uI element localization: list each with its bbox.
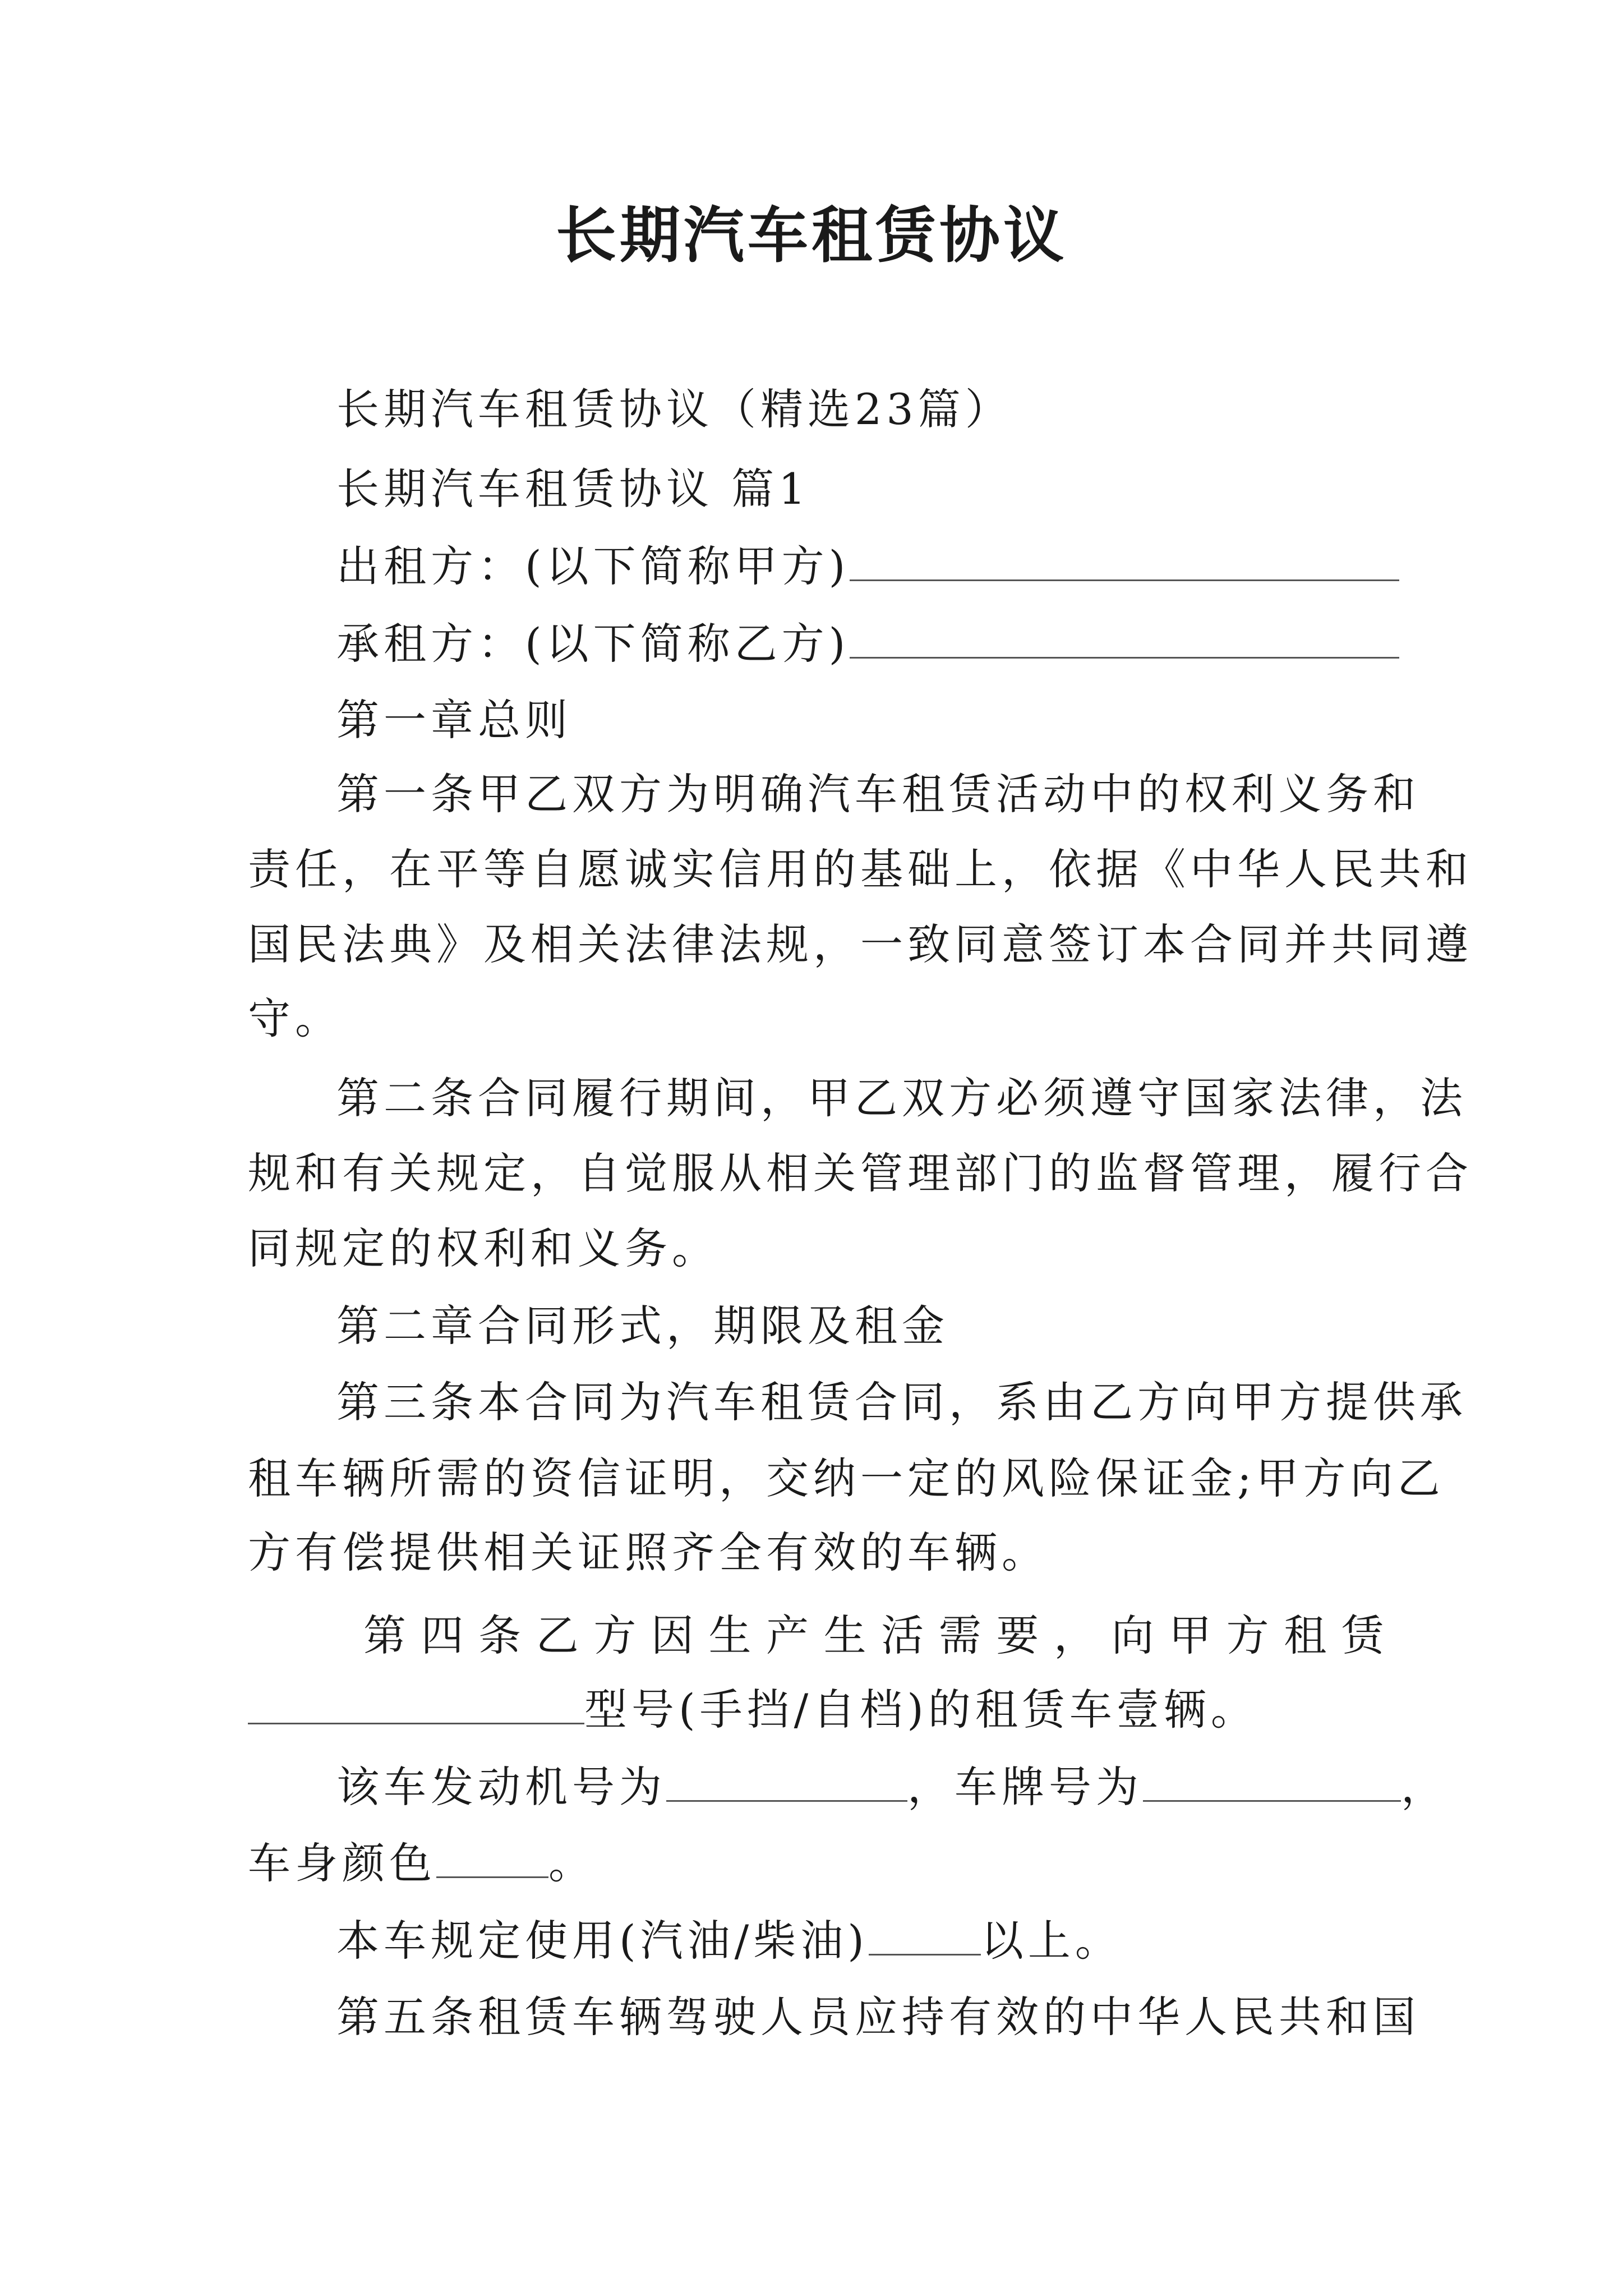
fuel-line <box>336 1913 1122 1969</box>
article-4-char: 条 <box>478 1611 522 1660</box>
article-4-line-2 <box>248 1682 1258 1738</box>
engine-line <box>336 1759 1448 1815</box>
fuel-blank <box>869 1948 981 1955</box>
fuel-end: 以上。 <box>980 1916 1122 1966</box>
color-label: 车身颜色 <box>248 1838 436 1888</box>
article-2-line-2: 规和有关规定，自觉服从相关管理部门的监督管理，履行合 <box>248 1148 1473 1198</box>
article-4-char: 活 <box>881 1611 924 1660</box>
section-heading: 长期汽车租赁协议 篇1 <box>336 464 810 514</box>
article-4-char: 生 <box>708 1611 751 1660</box>
engine-comma: ， <box>1401 1762 1448 1812</box>
article-4-char: 方 <box>593 1611 637 1660</box>
article-4-char: 要 <box>996 1611 1039 1660</box>
lessor-label: 出租方：(以下简称甲方) <box>336 541 850 591</box>
article-4-char: 因 <box>651 1611 694 1660</box>
article-1-line-3: 国民法典》及相关法律法规，一致同意签订本合同并共同遵 <box>248 919 1473 969</box>
article-4-char: 方 <box>1226 1611 1269 1660</box>
article-4-char: 产 <box>766 1611 809 1660</box>
article-4-char: 需 <box>938 1611 981 1660</box>
engine-number-blank <box>666 1795 907 1802</box>
fuel-label: 本车规定使用(汽油/柴油) <box>336 1916 869 1966</box>
vehicle-model-blank <box>248 1717 584 1724</box>
article-3-line-1: 第三条本合同为汽车租赁合同，系由乙方向甲方提供承 <box>336 1377 1467 1427</box>
article-4-char: 生 <box>823 1611 866 1660</box>
article-4-char: 赁 <box>1341 1611 1384 1660</box>
lessee-blank <box>850 651 1399 659</box>
color-blank <box>436 1871 548 1878</box>
plate-label: ，车牌号为 <box>907 1762 1143 1812</box>
article-2-line-1: 第二条合同履行期间，甲乙双方必须遵守国家法律，法 <box>336 1073 1467 1123</box>
chapter-1-heading: 第一章总则 <box>336 695 572 745</box>
engine-label: 该车发动机号为 <box>336 1762 666 1812</box>
subtitle-line: 长期汽车租赁协议（精选23篇） <box>336 384 1012 434</box>
color-end: 。 <box>548 1838 596 1888</box>
vehicle-model-text: 型号(手挡/自档)的租赁车壹辆。 <box>584 1685 1258 1734</box>
lessor-blank <box>850 574 1399 581</box>
article-3-line-3: 方有偿提供相关证照齐全有效的车辆。 <box>248 1527 1049 1577</box>
article-4-char: 甲 <box>1169 1611 1212 1660</box>
article-4-char: 第 <box>363 1611 406 1660</box>
chapter-2-heading: 第二章合同形式，期限及租金 <box>336 1301 949 1351</box>
article-5-line-1: 第五条租赁车辆驾驶人员应持有效的中华人民共和国 <box>336 1992 1420 2042</box>
article-3-line-2: 租车辆所需的资信证明，交纳一定的风险保证金;甲方向乙 <box>248 1453 1445 1503</box>
article-1-line-2: 责任，在平等自愿诚实信用的基础上，依据《中华人民共和 <box>248 844 1473 894</box>
lessee-line <box>336 616 1399 672</box>
plate-number-blank <box>1143 1795 1401 1802</box>
article-4-line-1 <box>363 1608 1384 1664</box>
lessor-line <box>336 539 1399 595</box>
article-4-char: ， <box>1053 1611 1096 1660</box>
document-title: 长期汽车租赁协议 <box>555 200 1067 271</box>
lessee-label: 承租方：(以下简称乙方) <box>336 619 850 669</box>
article-4-char: 向 <box>1111 1611 1154 1660</box>
article-1-line-1: 第一条甲乙双方为明确汽车租赁活动中的权利义务和 <box>336 769 1420 819</box>
article-4-char: 乙 <box>536 1611 579 1660</box>
article-1-line-4: 守。 <box>248 993 342 1043</box>
article-2-line-3: 同规定的权利和义务。 <box>248 1223 719 1273</box>
article-4-char: 租 <box>1284 1611 1327 1660</box>
article-4-char: 四 <box>421 1611 464 1660</box>
color-line <box>248 1835 596 1892</box>
